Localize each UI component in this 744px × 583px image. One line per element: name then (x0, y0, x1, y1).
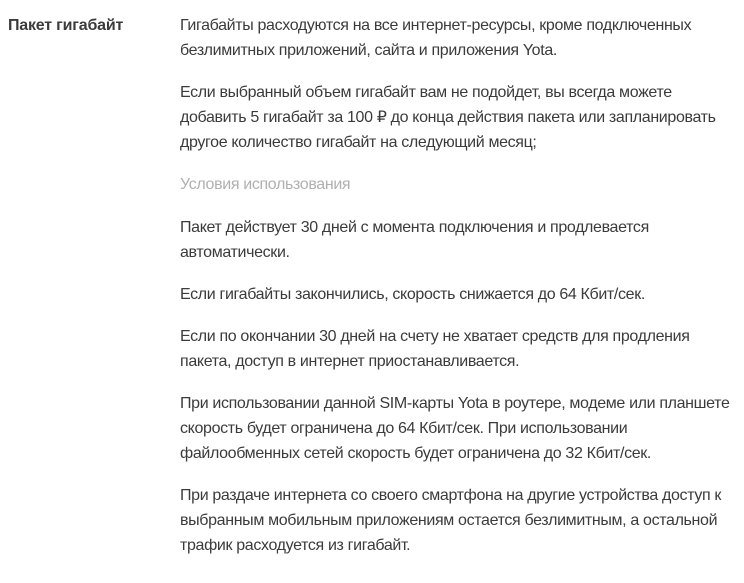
section-label-column (0, 13, 180, 575)
terms-paragraph: При раздаче интернета со своего смартфона на другие устройства доступ к выбранным мобильным приложениям остается безлимитным, а остальной трафик расходуется из гигабайт. (180, 487, 722, 554)
description-paragraph: Если выбранный объем гигабайт вам не подойдет, вы всегда можете добавить 5 гигабайт за 100 ₽ до конца действия пакета или запланировать другое количество гигабайт на следующий месяц; (180, 84, 716, 151)
terms-paragraph: Если по окончании 30 дней на счету не хватает средств для продления пакета, доступ в интернет приостанавливается. (180, 328, 690, 370)
terms-paragraph: Если гигабайты закончились, скорость снижается до 64 Кбит/сек. (180, 286, 645, 303)
terms-of-use-heading: Условия использования (180, 176, 351, 193)
terms-paragraph: При использовании данной SIM-карты Yota в роутере, модеме или планшете скорость будет ограничена до 64 Кбит/сек. При использовании файлообменных сетей скорость будет ограничена до 32 Кбит/сек. (180, 395, 730, 462)
terms-paragraph: Пакет действует 30 дней с момента подключения и продлевается автоматически. (180, 219, 649, 261)
section-content-column (180, 13, 730, 575)
section-title: Пакет гигабайт (8, 17, 124, 34)
description-paragraph: Гигабайты расходуются на все интернет-ресурсы, кроме подключенных безлимитных приложений, сайта и приложения Yota. (180, 17, 692, 59)
